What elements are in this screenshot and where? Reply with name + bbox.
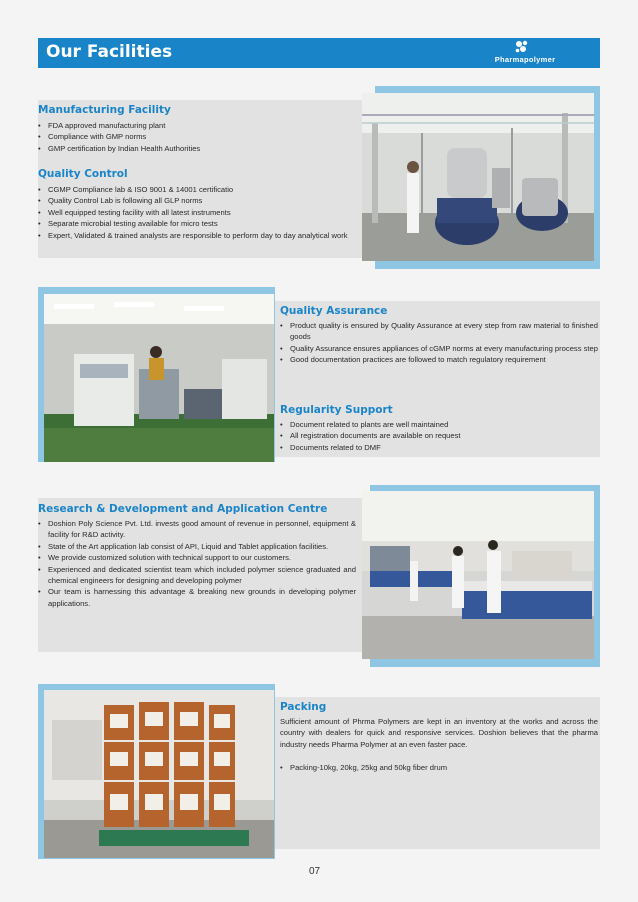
list-item: • Compliance with GMP norms [38, 131, 358, 142]
research-heading: Research & Development and Application Centre [38, 503, 328, 515]
quality-control-list [38, 184, 362, 241]
quality-assurance-heading: Quality Assurance [280, 305, 388, 317]
packing-list [280, 762, 598, 773]
page-number: 07 [309, 866, 321, 877]
company-logo [480, 38, 570, 68]
manufacturing-plant-photo [362, 93, 594, 261]
manufacturing-list [38, 120, 358, 154]
list-item: • Product quality is ensured by Quality Assurance at every step from raw material to finished goods [280, 320, 598, 343]
list-item: • We provide customized solution with technical support to our customers. [38, 552, 356, 563]
list-item: • Well equipped testing facility with all latest instruments [38, 207, 362, 218]
regularity-support-heading: Regularity Support [280, 404, 393, 416]
list-item: • Quality Control Lab is following all GLP norms [38, 195, 362, 206]
packing-paragraph: Sufficient amount of Phrma Polymers are kept in an inventory at the works and across the country with dealers for quick and responsive services. Doshion believes that the pharma industry needs Pharma Polymer at an even faster pace. [280, 717, 598, 749]
list-item: • All registration documents are available on request [280, 430, 598, 441]
list-item: • Document related to plants are well maintained [280, 419, 598, 430]
packing-heading: Packing [280, 701, 327, 713]
page-title: Our Facilities [46, 42, 173, 62]
page-header [38, 38, 600, 68]
list-item: • Packing-10kg, 20kg, 25kg and 50kg fiber drum [280, 762, 598, 773]
logo-text: Pharmapolymer [494, 55, 556, 64]
logo-mark-icon [514, 39, 530, 55]
quality-control-heading: Quality Control [38, 168, 128, 180]
list-item: • Quality Assurance ensures appliances of cGMP norms at every manufacturing process step [280, 343, 598, 354]
list-item: • Doshion Poly Science Pvt. Ltd. invests good amount of revenue in personnel, equipment & facility for R&D activity. [38, 518, 356, 541]
list-item: • State of the Art application lab consist of API, Liquid and Tablet application facilities. [38, 541, 356, 552]
research-lab-photo [362, 491, 594, 659]
list-item: • FDA approved manufacturing plant [38, 120, 358, 131]
list-item: • Our team is harnessing this advantage & breaking new grounds in developing polymer applications. [38, 586, 356, 609]
list-item: • Separate microbial testing available for micro tests [38, 218, 362, 229]
list-item: • GMP certification by Indian Health Authorities [38, 143, 358, 154]
manufacturing-heading: Manufacturing Facility [38, 104, 171, 116]
research-list [38, 518, 356, 609]
list-item: • Good documentation practices are followed to match regulatory requirement [280, 354, 598, 365]
list-item: • CGMP Compliance lab & ISO 9001 & 14001 certificatio [38, 184, 362, 195]
list-item: • Experienced and dedicated scientist team which included polymer science graduated and chemical engineers for designing and developing polymer [38, 564, 356, 587]
regularity-support-list [280, 419, 598, 453]
quality-assurance-list [280, 320, 598, 366]
quality-lab-photo [44, 294, 274, 462]
list-item: • Expert, Validated & trained analysts are responsible to perform day to day analytical work [38, 230, 362, 241]
list-item: • Documents related to DMF [280, 442, 598, 453]
packing-drums-photo [44, 690, 274, 858]
